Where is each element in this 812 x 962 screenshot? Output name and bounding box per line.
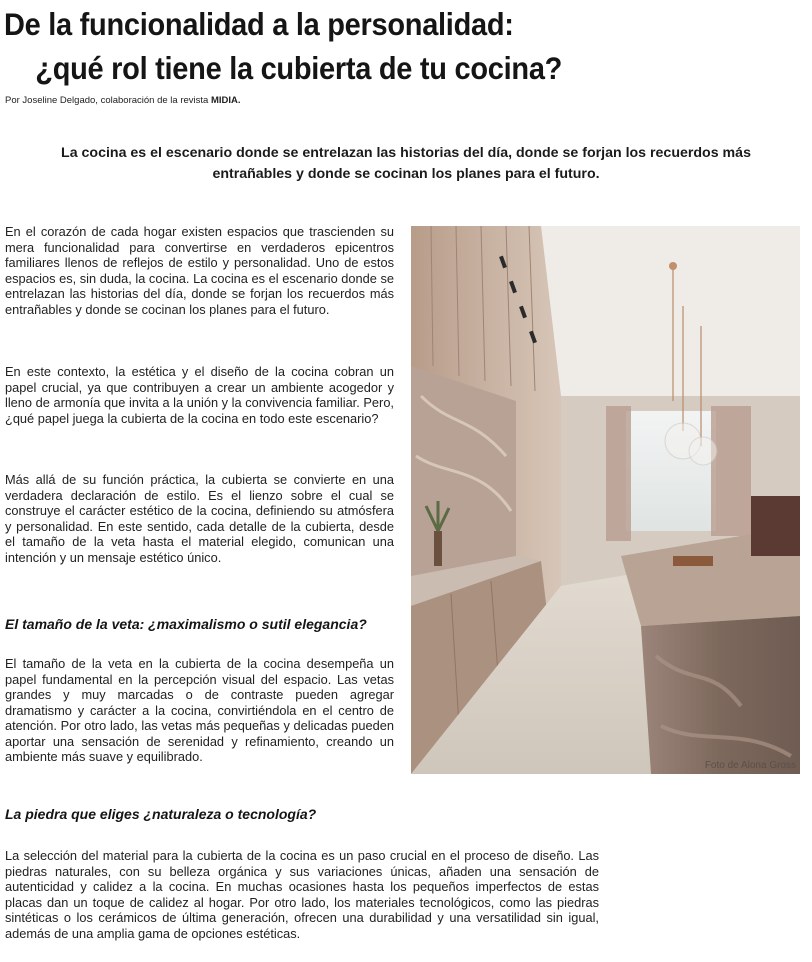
lead-quote: La cocina es el escenario donde se entrelazan las historias del día, donde se forjan los recuerdos más entrañables y donde se cocinan los planes para el futuro. (61, 145, 751, 182)
paragraph-3: Más allá de su función práctica, la cubierta se convierte en una verdadera declaración de estilo. Es el lienzo sobre el cual se construye el carácter estético de la cocina, definiendo su atmósfera y personalidad. En este sentido, cada detalle de la cubierta, desde el tamaño de la veta hasta el material elegido, comunican una intención y un mensaje estético único. (5, 472, 394, 565)
stone-backsplash (411, 366, 516, 576)
cutting-board (673, 556, 713, 566)
paragraph-2: En este contexto, la estética y el diseño de la cocina cobran un papel crucial, ya que contribuyen a crear un ambiente acogedor y lleno de armonía que invita a la unión y la convivencia familiar. Pero, ¿qué papel juega la cubierta de la cocina en todo este escenario? (5, 364, 394, 426)
byline-magazine: MIDIA. (210, 95, 241, 106)
title-line-2: ¿qué rol tiene la cubierta de tu cocina? (35, 50, 563, 86)
paragraph-1: En el corazón de cada hogar existen espacios que trascienden su mera funcionalidad para convertirse en verdaderos epicentros familiares llenos de reflejos de estilo y personalidad. Uno de estos espacios es, sin duda, la cocina. La cocina es el escenario donde se entrelazan las historias del día, donde se forjan los recuerdos más entrañables y donde se cocinan los planes para el futuro. (5, 224, 394, 317)
intro-column (5, 224, 394, 317)
curtain-right (711, 406, 751, 536)
paragraph-veta: El tamaño de la veta en la cubierta de la cocina desempeña un papel fundamental en la percepción visual del espacio. Las vetas grandes y muy marcadas o de contraste pueden agregar dramatismo y carácter a la cocina, convirtiéndola en el centro de atención. Por otro lado, las vetas más pequeñas y delicadas pueden aportar una sensación de serenidad y refinamiento, creando un ambiente más suave y equilibrado. (5, 656, 394, 764)
intro-column-3 (5, 472, 394, 565)
byline (5, 95, 241, 106)
chair (751, 496, 800, 556)
veta-column (5, 656, 394, 765)
heading-piedra: La piedra que eliges ¿naturaleza o tecnología? (5, 806, 317, 822)
title-line-1: De la funcionalidad a la personalidad: (4, 6, 514, 42)
photo-credit: Foto de Alona Gross (704, 760, 796, 771)
intro-column-2 (5, 364, 394, 426)
ceiling (541, 226, 800, 396)
kitchen-photo (411, 226, 800, 774)
curtain-left (606, 406, 631, 541)
piedra-block (5, 848, 599, 941)
byline-author: Por Joseline Delgado, colaboración de la revista (5, 95, 211, 106)
heading-veta: El tamaño de la veta: ¿maximalismo o sutil elegancia? (5, 616, 367, 632)
article-title (4, 2, 740, 90)
kitchen-illustration (411, 226, 800, 774)
paragraph-piedra: La selección del material para la cubierta de la cocina es un paso crucial en el proceso de diseño. Las piedras naturales, con su belleza orgánica y sus variaciones únicas, añaden una sensación de autenticidad y calidez a la cocina. En muchas ocasiones hasta los pequeños imperfectos de estas placas dan un toque de calidez al hogar. Por otro lado, los materiales tecnológicos, como las piedras sintéticas o los cerámicos de última generación, ofrecen una durabilidad y una versatilidad sin igual, además de una amplia gama de opciones estéticas. (5, 848, 599, 941)
